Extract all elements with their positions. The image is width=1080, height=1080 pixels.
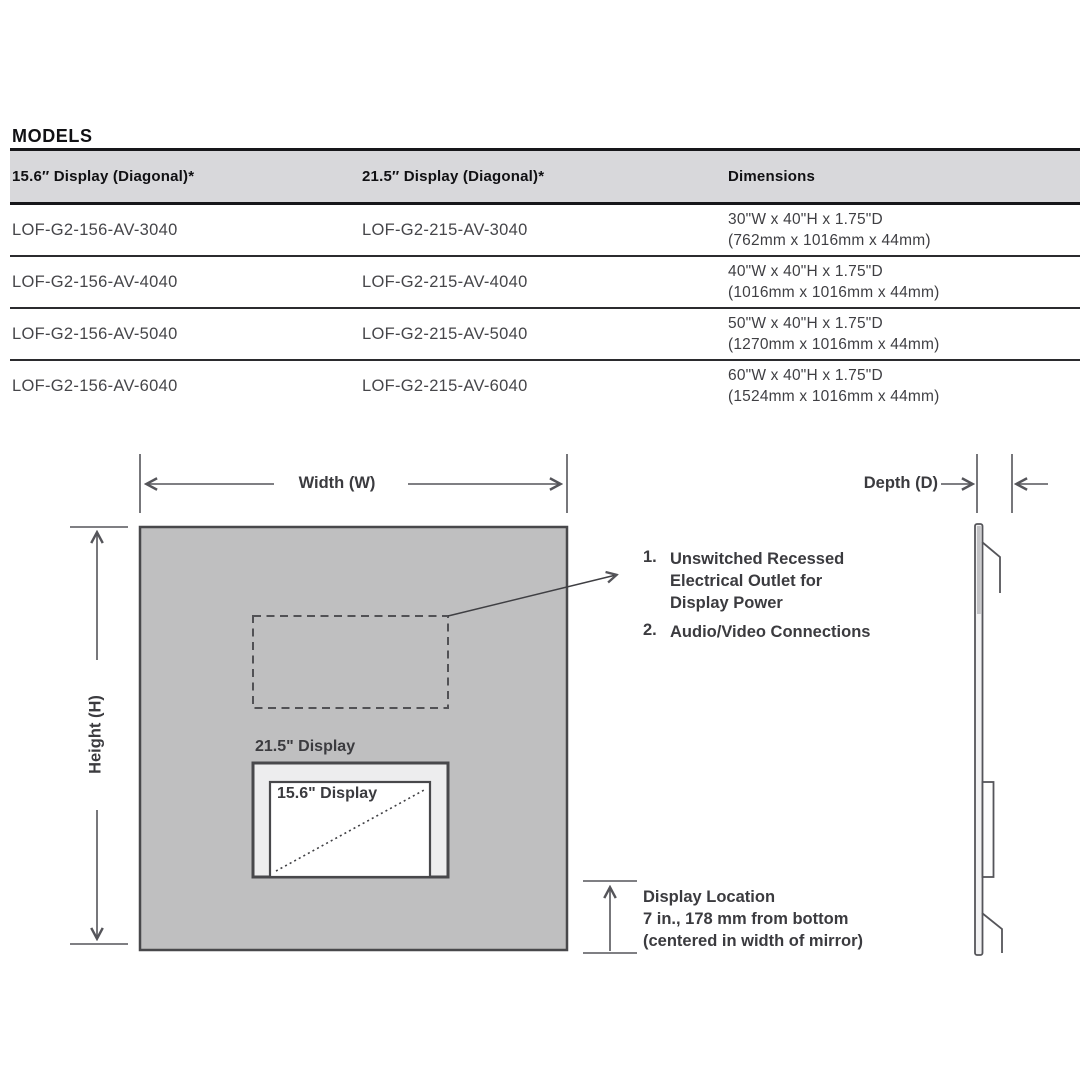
width-label: Width (W) [298, 474, 376, 492]
table-row [10, 361, 1080, 411]
display-215-label: 21.5" Display [255, 738, 356, 755]
dimensions-inches: 50"W x 40"H x 1.75"D [728, 315, 883, 332]
model-156-cell: LOF-G2-156-AV-4040 [12, 272, 178, 291]
height-label: Height (H) [86, 695, 105, 774]
callout-item-1 [643, 548, 870, 614]
dimensions-inches: 60"W x 40"H x 1.75"D [728, 367, 883, 384]
display-location-line1: Display Location [643, 888, 776, 906]
model-156-cell: LOF-G2-156-AV-6040 [12, 376, 178, 395]
mirror-dimension-diagram [0, 430, 1080, 1080]
display-156-label: 15.6" Display [277, 785, 378, 802]
callout-item-2-number: 2. [643, 621, 657, 639]
callout-list [643, 548, 870, 643]
table-header-row [10, 151, 1080, 205]
side-view-top-bracket [982, 542, 1000, 593]
display-location-line3: (centered in width of mirror) [643, 932, 864, 950]
dimensions-mm: (1270mm x 1016mm x 44mm) [728, 336, 940, 353]
column-header-156: 15.6″ Display (Diagonal)* [12, 168, 195, 185]
callout-item-1-text [670, 548, 844, 614]
dimensions-cell [728, 365, 1080, 407]
dimensions-mm: (762mm x 1016mm x 44mm) [728, 232, 931, 249]
dimensions-cell [728, 209, 1080, 251]
dimensions-mm: (1016mm x 1016mm x 44mm) [728, 284, 940, 301]
page-title: MODELS [12, 126, 93, 146]
column-header-dimensions: Dimensions [728, 168, 816, 185]
display-location-note [643, 886, 863, 952]
callout-item-2-text: Audio/Video Connections [670, 623, 871, 641]
table-row [10, 257, 1080, 309]
side-view-cleat-shading [977, 526, 981, 614]
side-view-display-box [983, 782, 994, 877]
display-location-line2: 7 in., 178 mm from bottom [643, 910, 849, 928]
callout-item-1-line3: Display Power [670, 594, 783, 612]
callout-item-1-line2: Electrical Outlet for [670, 572, 823, 590]
model-215-cell: LOF-G2-215-AV-5040 [362, 324, 528, 343]
model-215-cell: LOF-G2-215-AV-3040 [362, 220, 528, 239]
dimensions-cell [728, 313, 1080, 355]
models-table [10, 148, 1080, 411]
table-row [10, 205, 1080, 257]
dimensions-mm: (1524mm x 1016mm x 44mm) [728, 388, 940, 405]
callout-item-2 [643, 621, 870, 643]
depth-label: Depth (D) [863, 474, 938, 492]
model-215-cell: LOF-G2-215-AV-4040 [362, 272, 528, 291]
callout-item-1-line1: Unswitched Recessed [670, 550, 845, 568]
dimensions-inches: 30"W x 40"H x 1.75"D [728, 211, 883, 228]
callout-item-1-number: 1. [643, 548, 657, 566]
model-215-cell: LOF-G2-215-AV-6040 [362, 376, 528, 395]
table-row [10, 309, 1080, 361]
dimensions-cell [728, 261, 1080, 303]
model-156-cell: LOF-G2-156-AV-5040 [12, 324, 178, 343]
model-156-cell: LOF-G2-156-AV-3040 [12, 220, 178, 239]
dimensions-inches: 40"W x 40"H x 1.75"D [728, 263, 883, 280]
side-view-bottom-bracket [982, 913, 1002, 953]
column-header-215: 21.5″ Display (Diagonal)* [362, 168, 545, 185]
diagram-drawing [0, 430, 1080, 1080]
